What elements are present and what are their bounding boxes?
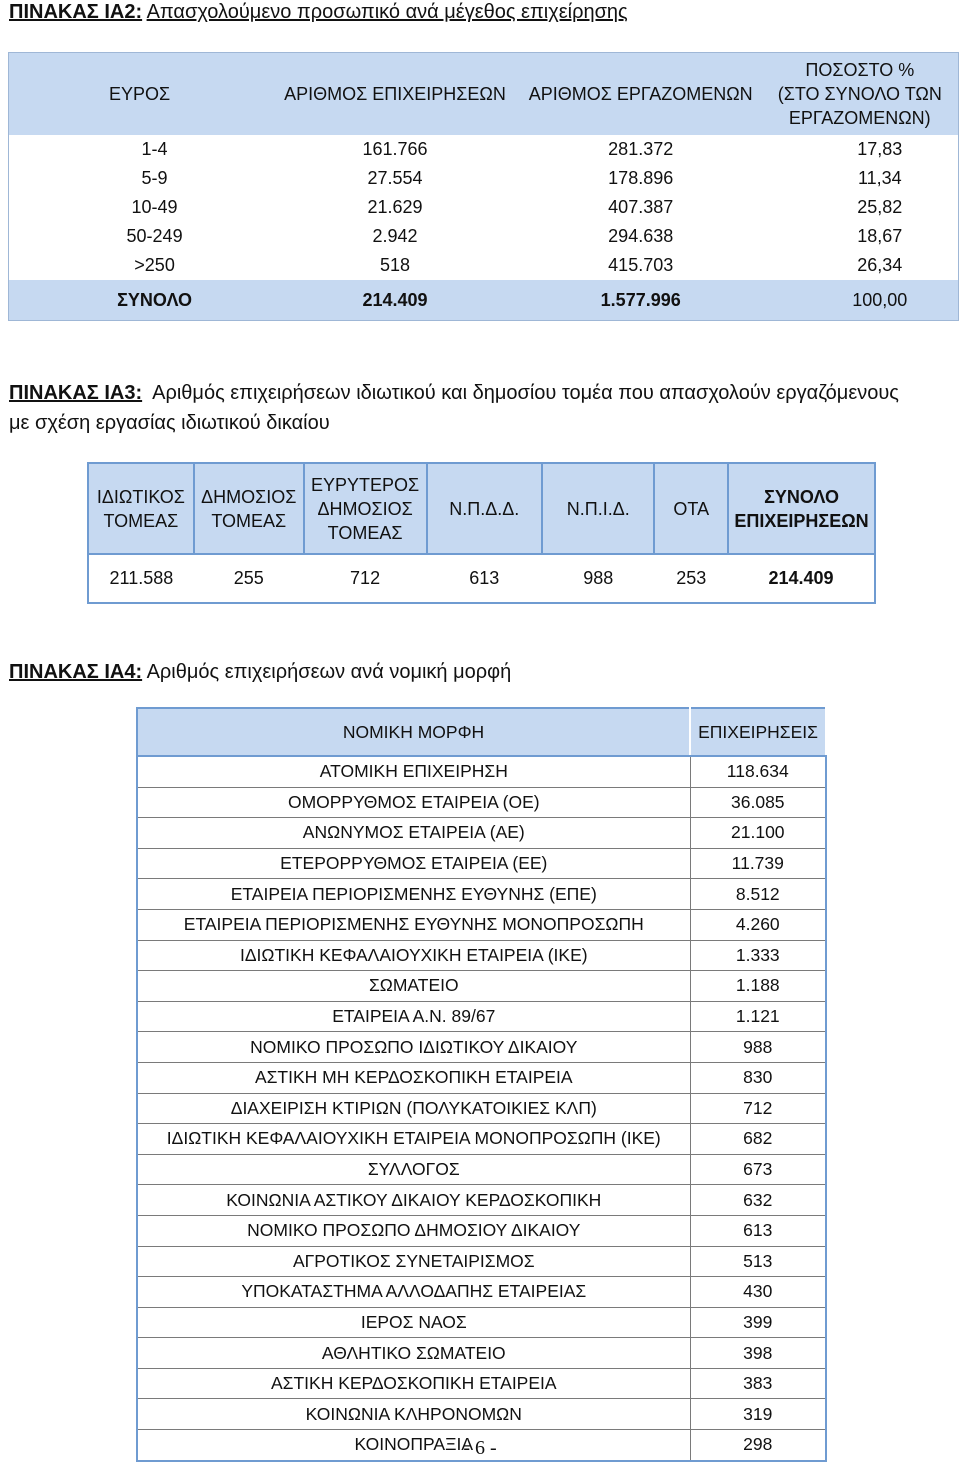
total-cell: ΣΥΝΟΛΟ <box>9 280 271 321</box>
caption-ia3-label: ΠΙΝΑΚΑΣ ΙΑ3: <box>9 382 143 404</box>
caption-ia4-title: Αριθμός επιχειρήσεων ανά νομική μορφή <box>146 661 512 683</box>
caption-ia4-label: ΠΙΝΑΚΑΣ ΙΑ4: <box>9 661 143 683</box>
count-cell: 830 <box>690 1062 826 1093</box>
table-cell: 211.588 <box>109 568 174 588</box>
legal-form-cell: ΑΝΩΝΥΜΟΣ ΕΤΑΙΡΕΙΑ (ΑΕ) <box>137 818 690 849</box>
legal-form-cell: ΚΟΙΝΩΝΙΑ ΑΣΤΙΚΟΥ ΔΙΚΑΙΟΥ ΚΕΡΔΟΣΚΟΠΙΚΗ <box>137 1185 690 1216</box>
table-ia2 <box>8 52 959 321</box>
total-cell: 1.577.996 <box>520 280 762 321</box>
table-cell: 253 <box>676 568 707 588</box>
legal-form-cell: ΣΩΜΑΤΕΙΟ <box>137 971 690 1002</box>
table-row <box>137 1399 826 1430</box>
table-row <box>137 848 826 879</box>
table-row <box>9 222 959 251</box>
table-row <box>137 1277 826 1308</box>
legal-form-cell: ΔΙΑΧΕΙΡΙΣΗ ΚΤΙΡΙΩΝ (ΠΟΛΥΚΑΤΟΙΚΙΕΣ ΚΛΠ) <box>137 1093 690 1124</box>
count-cell: 8.512 <box>690 879 826 910</box>
count-cell: 398 <box>690 1338 826 1369</box>
table-row <box>137 1032 826 1063</box>
table-cell: 25,82 <box>857 197 903 217</box>
total-cell: 214.409 <box>270 280 520 321</box>
table-row <box>137 1215 826 1246</box>
count-cell: 1.188 <box>690 971 826 1002</box>
column-header: ΔΗΜΟΣΙΟΣ ΤΟΜΕΑΣ <box>194 463 304 554</box>
table-cell: 613 <box>469 568 500 588</box>
table-row <box>137 818 826 849</box>
legal-form-cell: ΣΥΛΛΟΓΟΣ <box>137 1154 690 1185</box>
caption-ia3 <box>9 378 909 438</box>
table-row <box>137 787 826 818</box>
caption-ia2-label: ΠΙΝΑΚΑΣ ΙΑ2: <box>9 1 143 23</box>
total-cell: 100,00 <box>762 280 959 321</box>
table-row <box>137 1307 826 1338</box>
table-row <box>137 1154 826 1185</box>
table-cell: 214.409 <box>768 568 834 588</box>
table-row <box>137 1001 826 1032</box>
table-cell: 178.896 <box>608 168 674 188</box>
legal-form-cell: ΙΔΙΩΤΙΚΗ ΚΕΦΑΛΑΙΟΥΧΙΚΗ ΕΤΑΙΡΕΙΑ (ΙΚΕ) <box>137 940 690 971</box>
legal-form-cell: ΑΤΟΜΙΚΗ ΕΠΙΧΕΙΡΗΣΗ <box>137 756 690 787</box>
column-header: ΙΔΙΩΤΙΚΟΣ ΤΟΜΕΑΣ <box>88 463 194 554</box>
table-row <box>137 971 826 1002</box>
legal-form-cell: ΥΠΟΚΑΤΑΣΤΗΜΑ ΑΛΛΟΔΑΠΗΣ ΕΤΑΙΡΕΙΑΣ <box>137 1277 690 1308</box>
count-cell: 632 <box>690 1185 826 1216</box>
table-row <box>137 879 826 910</box>
count-cell: 513 <box>690 1246 826 1277</box>
column-header: Ν.Π.Δ.Δ. <box>427 463 543 554</box>
count-cell: 298 <box>690 1430 826 1461</box>
legal-form-cell: ΟΜΟΡΡΥΘΜΟΣ ΕΤΑΙΡΕΙΑ (ΟΕ) <box>137 787 690 818</box>
table-header-row <box>137 708 826 756</box>
count-cell: 673 <box>690 1154 826 1185</box>
column-header: ΟΤΑ <box>654 463 728 554</box>
legal-form-cell: ΝΟΜΙΚΟ ΠΡΟΣΩΠΟ ΙΔΙΩΤΙΚΟΥ ΔΙΚΑΙΟΥ <box>137 1032 690 1063</box>
legal-form-cell: ΙΕΡΟΣ ΝΑΟΣ <box>137 1307 690 1338</box>
caption-ia3-title: Αριθμός επιχειρήσεων ιδιωτικού και δημοσίου τομέα που απασχολούν εργαζόμενους με σχέση εργασίας ιδιωτικού δικαίου <box>9 382 899 434</box>
table-cell: 161.766 <box>362 139 428 159</box>
count-cell: 613 <box>690 1215 826 1246</box>
column-header: ΕΠΙΧΕΙΡΗΣΕΙΣ <box>690 708 826 756</box>
table-cell: 27.554 <box>367 168 423 188</box>
count-cell: 319 <box>690 1399 826 1430</box>
count-cell: 430 <box>690 1277 826 1308</box>
table-cell: 988 <box>583 568 614 588</box>
table-cell: 18,67 <box>857 226 903 246</box>
column-header: ΕΥΡΟΣ <box>9 53 271 136</box>
table-row <box>137 756 826 787</box>
count-cell: 988 <box>690 1032 826 1063</box>
table-cell: 5-9 <box>141 168 168 188</box>
column-header: Ν.Π.Ι.Δ. <box>542 463 654 554</box>
count-cell: 1.121 <box>690 1001 826 1032</box>
table-cell: 11,34 <box>857 168 902 188</box>
count-cell: 4.260 <box>690 909 826 940</box>
table-row <box>88 554 875 603</box>
legal-form-cell: ΚΟΙΝΩΝΙΑ ΚΛΗΡΟΝΟΜΩΝ <box>137 1399 690 1430</box>
table-cell: 1-4 <box>141 139 168 159</box>
table-cell: 518 <box>379 255 410 275</box>
legal-form-cell: ΚΟΙΝΟΠΡΑΞΙΑ <box>137 1430 690 1461</box>
column-header: ΑΡΙΘΜΟΣ ΕΡΓΑΖΟΜΕΝΩΝ <box>520 53 762 136</box>
table-row <box>137 940 826 971</box>
table-row <box>9 135 959 164</box>
table-row <box>9 251 959 280</box>
count-cell: 118.634 <box>690 756 826 787</box>
table-row <box>9 164 959 193</box>
table-cell: 2.942 <box>372 226 418 246</box>
table-cell: 294.638 <box>608 226 674 246</box>
table-cell: 26,34 <box>857 255 903 275</box>
table-row <box>137 909 826 940</box>
count-cell: 11.739 <box>690 848 826 879</box>
count-cell: 21.100 <box>690 818 826 849</box>
count-cell: 36.085 <box>690 787 826 818</box>
column-header: ΠΟΣΟΣΤΟ % (ΣΤΟ ΣΥΝΟΛΟ ΤΩΝ ΕΡΓΑΖΟΜΕΝΩΝ) <box>762 53 959 136</box>
table-row <box>137 1338 826 1369</box>
legal-form-cell: ΑΣΤΙΚΗ ΜΗ ΚΕΡΔΟΣΚΟΠΙΚΗ ΕΤΑΙΡΕΙΑ <box>137 1062 690 1093</box>
table-row <box>137 1062 826 1093</box>
table-row <box>137 1368 826 1399</box>
table-row <box>137 1246 826 1277</box>
table-cell: 281.372 <box>608 139 674 159</box>
caption-ia4 <box>9 657 511 687</box>
count-cell: 383 <box>690 1368 826 1399</box>
table-cell: 255 <box>233 568 264 588</box>
table-row <box>137 1185 826 1216</box>
legal-form-cell: ΝΟΜΙΚΟ ΠΡΟΣΩΠΟ ΔΗΜΟΣΙΟΥ ΔΙΚΑΙΟΥ <box>137 1215 690 1246</box>
table-row <box>9 193 959 222</box>
caption-ia2 <box>9 0 628 27</box>
page-number: - 6 - <box>463 1437 497 1459</box>
legal-form-cell: ΑΓΡΟΤΙΚΟΣ ΣΥΝΕΤΑΙΡΙΣΜΟΣ <box>137 1246 690 1277</box>
table-cell: 415.703 <box>608 255 674 275</box>
column-header: ΝΟΜΙΚΗ ΜΟΡΦΗ <box>137 708 690 756</box>
legal-form-cell: ΙΔΙΩΤΙΚΗ ΚΕΦΑΛΑΙΟΥΧΙΚΗ ΕΤΑΙΡΕΙΑ ΜΟΝΟΠΡΟΣΩΠΗ (ΙΚΕ) <box>137 1124 690 1155</box>
legal-form-cell: ΕΤΕΡΟΡΡΥΘΜΟΣ ΕΤΑΙΡΕΙΑ (ΕΕ) <box>137 848 690 879</box>
table-cell: 712 <box>350 568 381 588</box>
total-row <box>9 280 959 321</box>
table-row <box>137 1124 826 1155</box>
count-cell: 399 <box>690 1307 826 1338</box>
column-header: ΣΥΝΟΛΟ ΕΠΙΧΕΙΡΗΣΕΩΝ <box>728 463 875 554</box>
caption-ia2-title: Απασχολούμενο προσωπικό ανά μέγεθος επιχείρησης <box>146 1 628 23</box>
column-header: ΕΥΡΥΤΕΡΟΣ ΔΗΜΟΣΙΟΣ ΤΟΜΕΑΣ <box>304 463 427 554</box>
count-cell: 712 <box>690 1093 826 1124</box>
count-cell: 682 <box>690 1124 826 1155</box>
table-cell: 17,83 <box>857 139 903 159</box>
table-cell: 407.387 <box>608 197 674 217</box>
legal-form-cell: ΕΤΑΙΡΕΙΑ ΠΕΡΙΟΡΙΣΜΕΝΗΣ ΕΥΘΥΝΗΣ (ΕΠΕ) <box>137 879 690 910</box>
legal-form-cell: ΑΘΛΗΤΙΚΟ ΣΩΜΑΤΕΙΟ <box>137 1338 690 1369</box>
legal-form-cell: ΕΤΑΙΡΕΙΑ ΠΕΡΙΟΡΙΣΜΕΝΗΣ ΕΥΘΥΝΗΣ ΜΟΝΟΠΡΟΣΩΠΗ <box>137 909 690 940</box>
table-header-row <box>9 53 959 136</box>
table-cell: 10-49 <box>131 197 178 217</box>
count-cell: 1.333 <box>690 940 826 971</box>
table-row <box>137 1093 826 1124</box>
table-cell: 21.629 <box>367 197 423 217</box>
column-header: ΑΡΙΘΜΟΣ ΕΠΙΧΕΙΡΗΣΕΩΝ <box>270 53 520 136</box>
legal-form-cell: ΕΤΑΙΡΕΙΑ Α.Ν. 89/67 <box>137 1001 690 1032</box>
table-ia4 <box>136 707 827 1462</box>
table-cell: 50-249 <box>126 226 183 246</box>
table-cell: >250 <box>134 255 175 275</box>
table-header-row <box>88 463 875 554</box>
legal-form-cell: ΑΣΤΙΚΗ ΚΕΡΔΟΣΚΟΠΙΚΗ ΕΤΑΙΡΕΙΑ <box>137 1368 690 1399</box>
table-ia3 <box>87 462 876 604</box>
